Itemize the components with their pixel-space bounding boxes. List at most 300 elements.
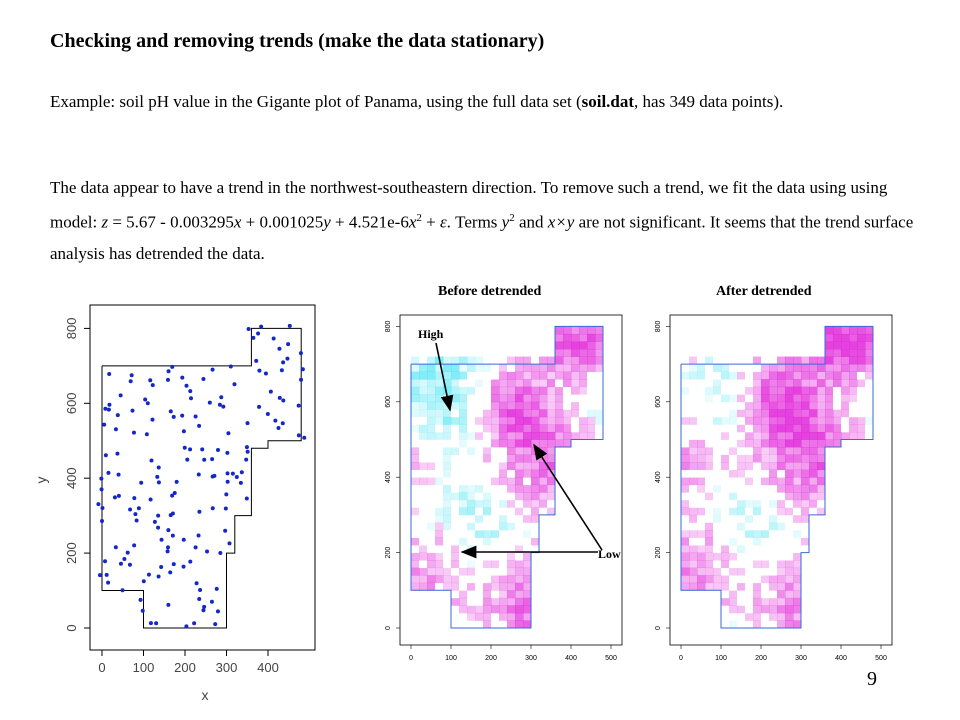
sample-point [254, 359, 258, 363]
field-cell [729, 477, 737, 485]
field-cell [729, 372, 737, 380]
field-cell [483, 553, 491, 561]
field-cell [737, 432, 745, 440]
field-cell [571, 372, 579, 380]
field-cell [817, 500, 825, 508]
field-cell [491, 417, 499, 425]
field-cell [523, 432, 531, 440]
field-cell [737, 613, 745, 621]
page-number: 9 [867, 668, 877, 690]
field-cell [737, 462, 745, 470]
field-cell [491, 424, 499, 432]
field-cell [507, 409, 515, 417]
sample-point [281, 398, 285, 402]
field-cell [451, 485, 459, 493]
field-cell [587, 432, 595, 440]
field-cell [817, 379, 825, 387]
field-cell [737, 492, 745, 500]
field-cell [451, 462, 459, 470]
field-cell [483, 440, 491, 448]
field-cell [713, 387, 721, 395]
sample-point [184, 384, 188, 388]
field-cell [753, 477, 761, 485]
field-cell [729, 605, 737, 613]
field-cell [547, 379, 555, 387]
field-cell [483, 515, 491, 523]
sample-point [195, 581, 199, 585]
field-cell [769, 357, 777, 365]
field-cell [571, 394, 579, 402]
field-cell [705, 417, 713, 425]
sample-point [259, 325, 263, 329]
field-cell [499, 605, 507, 613]
field-cell [761, 424, 769, 432]
field-cell [769, 560, 777, 568]
field-cell [595, 402, 603, 410]
field-cell [689, 379, 697, 387]
field-cell [825, 432, 833, 440]
field-cell [705, 432, 713, 440]
field-cell [785, 522, 793, 530]
field-cell [737, 387, 745, 395]
field-cell [793, 568, 801, 576]
field-cell [523, 402, 531, 410]
field-cell [499, 530, 507, 538]
field-cell [451, 598, 459, 606]
field-cell [785, 530, 793, 538]
field-cell [411, 492, 419, 500]
field-cell [435, 545, 443, 553]
sample-point [107, 372, 111, 376]
field-cell [531, 485, 539, 493]
field-cell [745, 402, 753, 410]
field-cell [833, 409, 841, 417]
field-cell [769, 553, 777, 561]
field-cell [753, 620, 761, 628]
sample-point [302, 436, 306, 440]
field-cell [515, 402, 523, 410]
field-cell [427, 538, 435, 546]
field-cell [595, 387, 603, 395]
field-cell [499, 402, 507, 410]
field-cell [411, 455, 419, 463]
field-cell [507, 560, 515, 568]
sample-point [211, 368, 215, 372]
field-cell [475, 379, 483, 387]
field-cell [547, 500, 555, 508]
field-cell [809, 387, 817, 395]
field-cell [507, 620, 515, 628]
field-cell [777, 522, 785, 530]
field-cell [459, 477, 467, 485]
field-cell [769, 402, 777, 410]
field-cell [809, 447, 817, 455]
sample-point [226, 480, 230, 484]
field-cell [555, 394, 563, 402]
field-cell [427, 462, 435, 470]
field-cell [531, 455, 539, 463]
field-cell [451, 357, 459, 365]
x-tick-label: 100 [715, 655, 727, 662]
sample-point [280, 368, 284, 372]
field-cell [785, 440, 793, 448]
field-cell [467, 432, 475, 440]
field-cell [705, 424, 713, 432]
field-cell [713, 409, 721, 417]
field-cell [689, 553, 697, 561]
field-cell [689, 500, 697, 508]
field-cell [523, 462, 531, 470]
sample-point [208, 401, 212, 405]
field-cell [531, 492, 539, 500]
field-cell [587, 424, 595, 432]
field-cell [539, 364, 547, 372]
slide-title: Checking and removing trends (make the data stationary) [50, 30, 545, 52]
field-cell [475, 583, 483, 591]
field-cell [865, 341, 873, 349]
field-cell [705, 447, 713, 455]
field-cell [705, 568, 713, 576]
before-map-title: Before detrended [438, 284, 542, 299]
field-cell [713, 538, 721, 546]
field-cell [427, 560, 435, 568]
field-cell [713, 522, 721, 530]
field-cell [777, 568, 785, 576]
field-cell [443, 440, 451, 448]
field-cell [785, 492, 793, 500]
field-cell [801, 477, 809, 485]
field-cell [555, 357, 563, 365]
field-cell [555, 409, 563, 417]
field-cell [697, 530, 705, 538]
field-cell [809, 409, 817, 417]
field-cell [721, 372, 729, 380]
field-cell [443, 364, 451, 372]
epsilon: ε [439, 212, 447, 232]
field-cell [721, 477, 729, 485]
field-cell [681, 387, 689, 395]
field-cell [523, 409, 531, 417]
field-cell [697, 522, 705, 530]
field-cell [761, 583, 769, 591]
field-cell [499, 507, 507, 515]
field-cell [753, 560, 761, 568]
field-cell [443, 462, 451, 470]
field-cell [419, 492, 427, 500]
field-cell [793, 598, 801, 606]
field-cell [419, 394, 427, 402]
field-cell [419, 357, 427, 365]
field-cell [849, 432, 857, 440]
field-cell [721, 394, 729, 402]
field-cell [459, 620, 467, 628]
sample-point [272, 337, 276, 341]
field-cell [729, 507, 737, 515]
sample-point [277, 347, 281, 351]
field-cell [483, 364, 491, 372]
field-cell [451, 424, 459, 432]
field-cell [475, 492, 483, 500]
field-cell [491, 613, 499, 621]
field-cell [745, 598, 753, 606]
field-cell [435, 485, 443, 493]
field-cell [681, 447, 689, 455]
sample-point [198, 588, 202, 592]
field-cell [515, 394, 523, 402]
field-cell [841, 364, 849, 372]
field-cell [451, 538, 459, 546]
field-cell [483, 522, 491, 530]
field-cell [769, 477, 777, 485]
field-cell [761, 387, 769, 395]
field-cell [745, 492, 753, 500]
field-cell [729, 515, 737, 523]
sample-point [128, 563, 132, 567]
y-tick-label: 800 [385, 320, 392, 333]
field-cell [467, 357, 475, 365]
sample-point [150, 458, 154, 462]
field-cell [849, 402, 857, 410]
field-cell [515, 560, 523, 568]
field-cell [427, 477, 435, 485]
field-cell [841, 341, 849, 349]
field-cell [523, 560, 531, 568]
field-cell [729, 485, 737, 493]
field-cell [499, 620, 507, 628]
field-cell [459, 470, 467, 478]
field-cell [777, 387, 785, 395]
field-cell [697, 560, 705, 568]
field-cell [721, 590, 729, 598]
field-cell [547, 417, 555, 425]
field-cell [523, 424, 531, 432]
field-cell [459, 402, 467, 410]
field-cell [753, 598, 761, 606]
field-cell [563, 424, 571, 432]
field-cell [499, 522, 507, 530]
field-cell [539, 424, 547, 432]
field-cell [571, 364, 579, 372]
field-cell [435, 575, 443, 583]
trend-paragraph [50, 172, 920, 269]
field-cell [697, 364, 705, 372]
field-cell [841, 334, 849, 342]
x-tick-label: 400 [835, 655, 847, 662]
field-cell [499, 424, 507, 432]
field-cell [793, 605, 801, 613]
field-cell [793, 409, 801, 417]
field-cell [761, 620, 769, 628]
field-cell [737, 455, 745, 463]
sample-point [225, 451, 229, 455]
field-cell [777, 485, 785, 493]
sample-point [224, 492, 228, 496]
field-cell [777, 394, 785, 402]
field-cell [729, 455, 737, 463]
field-cell [507, 583, 515, 591]
y-tick-label: 600 [655, 395, 662, 408]
field-cell [483, 409, 491, 417]
field-cell [515, 447, 523, 455]
field-cell [681, 477, 689, 485]
field-cell [483, 432, 491, 440]
field-cell [523, 530, 531, 538]
sample-point [107, 403, 111, 407]
field-cell [539, 357, 547, 365]
field-cell [475, 538, 483, 546]
sample-point [218, 403, 222, 407]
var-y-squared: y [501, 212, 510, 232]
field-cell [769, 522, 777, 530]
y-tick-label: 800 [64, 317, 79, 340]
field-cell [451, 590, 459, 598]
sample-point [113, 495, 117, 499]
field-cell [563, 394, 571, 402]
field-cell [411, 372, 419, 380]
field-cell [459, 515, 467, 523]
field-cell [777, 538, 785, 546]
sample-point [226, 431, 230, 435]
field-cell [689, 455, 697, 463]
field-cell [451, 417, 459, 425]
field-cell [777, 417, 785, 425]
field-cell [475, 402, 483, 410]
field-cell [737, 470, 745, 478]
field-cell [507, 470, 515, 478]
example-paragraph [50, 86, 920, 117]
field-cell [793, 379, 801, 387]
field-cell [721, 409, 729, 417]
ph-field [411, 326, 603, 628]
field-cell [785, 357, 793, 365]
field-cell [785, 462, 793, 470]
field-cell [499, 613, 507, 621]
field-cell [459, 387, 467, 395]
field-cell [483, 492, 491, 500]
field-cell [475, 432, 483, 440]
field-cell [427, 417, 435, 425]
field-cell [793, 477, 801, 485]
field-cell [713, 575, 721, 583]
sample-point [188, 447, 192, 451]
field-cell [833, 440, 841, 448]
field-cell [451, 409, 459, 417]
field-cell [713, 424, 721, 432]
field-cell [427, 440, 435, 448]
field-cell [809, 492, 817, 500]
sample-point [155, 475, 159, 479]
field-cell [785, 402, 793, 410]
field-cell [681, 545, 689, 553]
field-cell [833, 432, 841, 440]
field-cell [435, 553, 443, 561]
field-cell [753, 500, 761, 508]
field-cell [737, 538, 745, 546]
field-cell [817, 470, 825, 478]
field-cell [761, 357, 769, 365]
field-cell [435, 515, 443, 523]
field-cell [785, 409, 793, 417]
field-cell [499, 492, 507, 500]
field-cell [745, 447, 753, 455]
field-cell [761, 560, 769, 568]
sample-point [157, 466, 161, 470]
field-cell [443, 372, 451, 380]
field-cell [713, 447, 721, 455]
field-cell [587, 402, 595, 410]
field-cell [547, 492, 555, 500]
field-cell [729, 440, 737, 448]
field-cell [729, 417, 737, 425]
field-cell [761, 364, 769, 372]
field-cell [467, 620, 475, 628]
field-cell [721, 492, 729, 500]
field-cell [689, 440, 697, 448]
field-cell [785, 560, 793, 568]
field-cell [411, 357, 419, 365]
field-cell [857, 402, 865, 410]
field-cell [825, 424, 833, 432]
field-cell [793, 447, 801, 455]
field-cell [483, 379, 491, 387]
field-cell [467, 553, 475, 561]
field-cell [507, 477, 515, 485]
sample-point [142, 579, 146, 583]
field-cell [427, 364, 435, 372]
sample-point [156, 514, 160, 518]
field-cell [579, 379, 587, 387]
field-cell [801, 387, 809, 395]
field-cell [761, 462, 769, 470]
field-cell [443, 530, 451, 538]
field-cell [753, 553, 761, 561]
field-cell [515, 530, 523, 538]
y-tick-label: 0 [385, 626, 392, 630]
field-cell [435, 455, 443, 463]
field-cell [753, 417, 761, 425]
field-cell [793, 507, 801, 515]
sample-point [137, 506, 141, 510]
sample-point [216, 609, 220, 613]
sample-point [276, 426, 280, 430]
field-cell [849, 372, 857, 380]
field-cell [777, 470, 785, 478]
field-cell [587, 379, 595, 387]
field-cell [793, 364, 801, 372]
field-cell [419, 417, 427, 425]
field-cell [689, 507, 697, 515]
y-tick-label: 200 [64, 542, 79, 564]
field-cell [729, 598, 737, 606]
field-cell [499, 379, 507, 387]
field-cell [857, 357, 865, 365]
field-cell [817, 440, 825, 448]
field-cell [801, 409, 809, 417]
field-cell [721, 424, 729, 432]
field-cell [777, 575, 785, 583]
field-cell [681, 553, 689, 561]
field-cell [785, 477, 793, 485]
field-cell [523, 575, 531, 583]
field-cell [761, 394, 769, 402]
field-cell [483, 424, 491, 432]
field-cell [491, 507, 499, 515]
field-cell [809, 477, 817, 485]
field-cell [515, 372, 523, 380]
field-cell [785, 613, 793, 621]
field-cell [745, 432, 753, 440]
field-cell [681, 470, 689, 478]
